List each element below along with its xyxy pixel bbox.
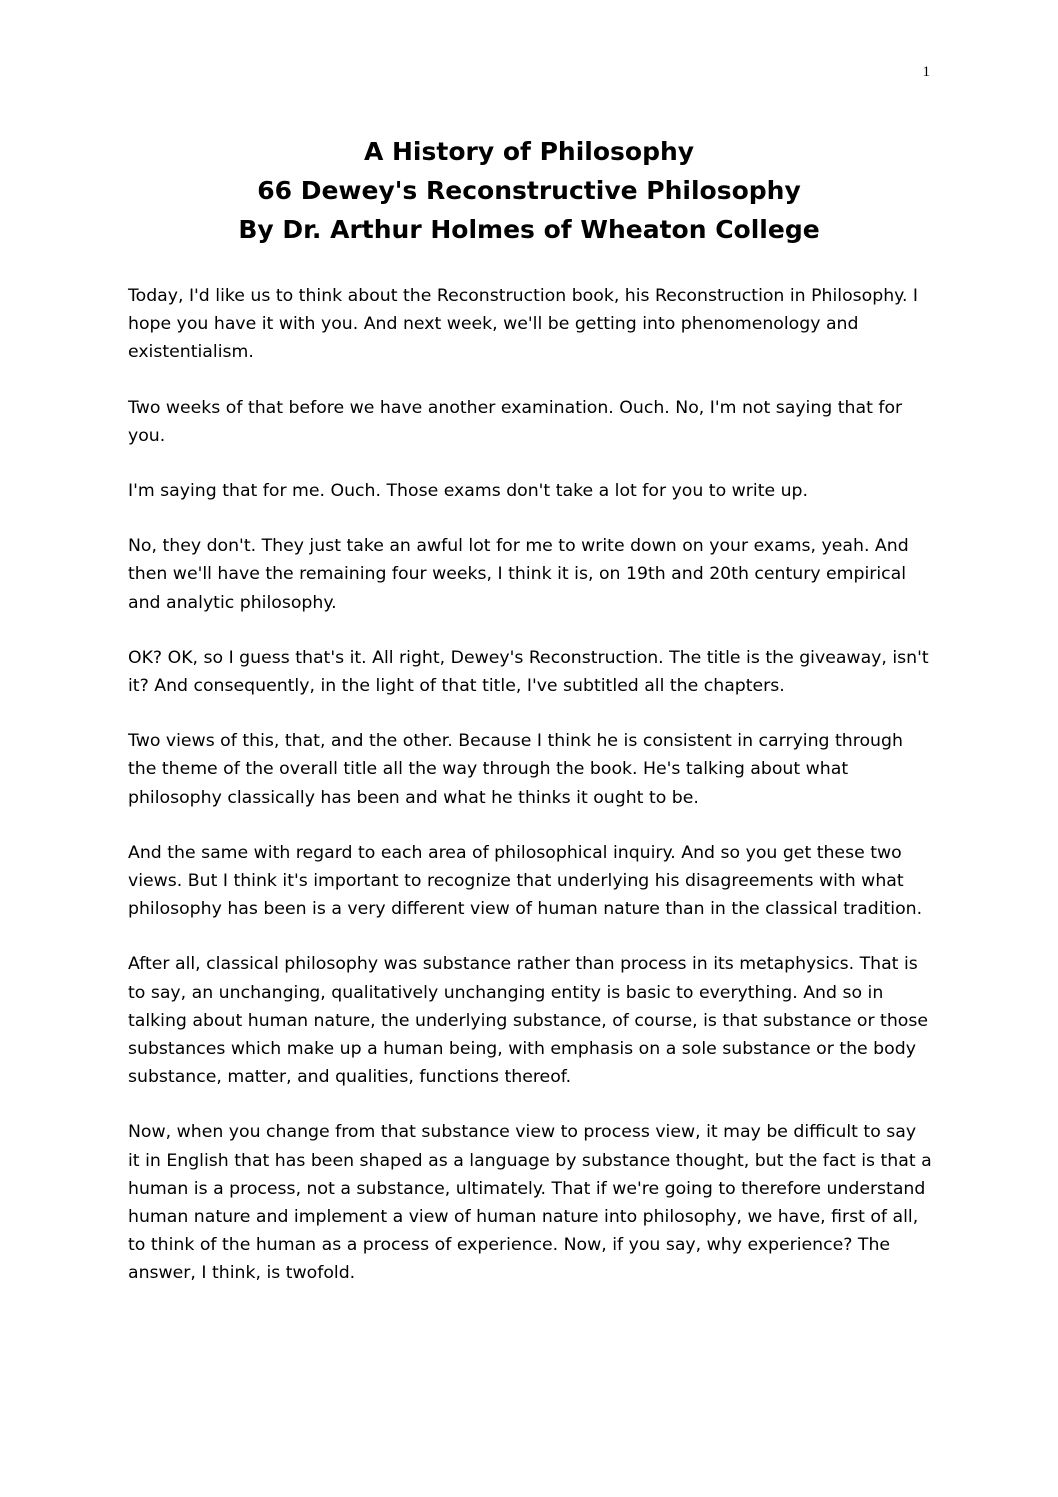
paragraph: Two views of this, that, and the other. Because I think he is consistent in carrying through the theme of the overall title all the way through the book. He's talking about what philosophy classically has been and what he thinks it ought to be. [128,731,903,808]
paragraph: I'm saying that for me. Ouch. Those exams don't take a lot for you to write up. [128,481,809,502]
paragraph: OK? OK, so I guess that's it. All right, Dewey's Reconstruction. The title is the giveaway, isn't it? And consequently, in the light of that title, I've subtitled all the chapters. [128,647,929,697]
page-number: 1 [922,64,930,80]
paragraph: Now, when you change from that substance view to process view, it may be difficult to say it in English that has been shaped as a language by substance thought, but the fact is that a human is a process, not a substance, ultimately. That if we're going to therefore understand human nature and implement a view of human nature into philosophy, we have, first of all, to think of the human as a process of experience. Now, if you say, why experience? The answer, I think, is twofold. [128,1122,932,1284]
title-line-series: A History of Philosophy [363,137,695,166]
paragraph: Today, I'd like us to think about the Reconstruction book, his Reconstruction in Philosophy. I hope you have it with you. And next week, we'll be getting into phenomenology and existentialism. [128,286,919,363]
paragraph: After all, classical philosophy was substance rather than process in its metaphysics. That is to say, an unchanging, qualitatively unchanging entity is basic to everything. And so in talking about human nature, the underlying substance, of course, is that substance or those substances which make up a human being, with emphasis on a sole substance or the body substance, matter, and qualities, functions thereof. [128,954,928,1088]
title-line-lecture: 66 Dewey's Reconstructive Philosophy [257,176,801,205]
document-title [0,132,1058,249]
paragraph: Two weeks of that before we have another examination. Ouch. No, I'm not saying that for you. [128,397,903,446]
paragraph: And the same with regard to each area of philosophical inquiry. And so you get these two views. But I think it's important to recognize that underlying his disagreements with what philosophy has been is a very different view of human nature than in the classical tradition. [128,842,923,920]
title-line-author: By Dr. Arthur Holmes of Wheaton College [238,215,820,244]
paragraph: No, they don't. They just take an awful lot for me to write down on your exams, yeah. And then we'll have the remaining four weeks, I think it is, on 19th and 20th century empirical and analytic philosophy. [128,536,909,613]
document-body [128,282,933,1315]
